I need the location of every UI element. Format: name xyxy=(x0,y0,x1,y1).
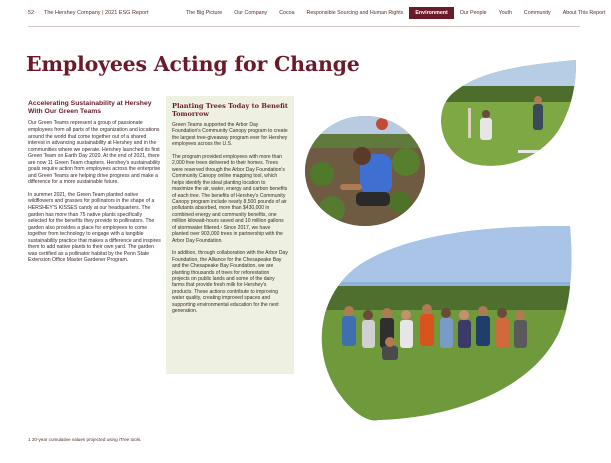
nav-community[interactable]: Community xyxy=(523,10,551,16)
nav-big-picture[interactable]: The Big Picture xyxy=(186,10,223,16)
card-paragraph-2: The program provided employees with more than 2,000 free trees delivered to their homes. Trees were reserved through the Arbor Day Foundation's Community Canopy online mapping tool, which helps identify the ideal planting location to maximize the air, water, energy and carbon benefits of each tree. The benefits of Hershey's Community Canopy program include nearly 8,500 pounds of air pollutants absorbed, more than $430,000 in combined energy and community benefits, one million kilowatt-hours saved and 10 million gallons of stormwater filtered.¹ Since 2017, we have planted over 903,000 trees in partnership with the Arbor Day Foundation. xyxy=(172,153,288,244)
nav-about-report[interactable]: About This Report xyxy=(562,10,606,16)
header-divider xyxy=(28,26,580,27)
section-nav xyxy=(180,6,611,20)
left-paragraph-1: Our Green Teams represent a group of passionate employees from all parts of the organization and locations around the world that come together out of a shared interest in advancing sustainability at Hershey and in the communities where we operate. Hershey launched its first Green Team on Earth Day 2020. At the end of 2021, there are now 11 Green Team chapters. Hershey's sustainability goals require action from employees across the enterprise and Green Teams are helping drive progress and make a difference for a more sustainable future. xyxy=(28,120,161,186)
page-title: Employees Acting for Change xyxy=(26,52,360,76)
gardener-photo xyxy=(302,114,428,228)
nav-youth[interactable]: Youth xyxy=(498,10,512,16)
footnote: 1 20-year cumulative values projected using iTree tools. xyxy=(28,437,142,442)
nav-environment[interactable]: Environment xyxy=(409,7,453,19)
card-paragraph-3: In addition, through collaboration with the Arbor Day Foundation, the Alliance for the Chesapeake Bay and the Chesapeake Bay Foundation, we are planting thousands of trees for reforestation projects on public lands and some of the dairy farms that provide fresh milk for Hershey's products. These actions contribute to improving water quality, creating improved spaces and supporting environmental education for the next generation. xyxy=(172,250,288,315)
field-leaf-photo xyxy=(438,58,578,170)
header-bar xyxy=(0,0,606,28)
left-column xyxy=(28,100,161,270)
card-paragraph-1: Green Teams supported the Arbor Day Foundation's Community Canopy program to create the largest tree-giveaway program ever for Hershey employees across the U.S. xyxy=(172,122,288,148)
page-number: 52 xyxy=(28,10,35,16)
nav-cocoa[interactable]: Cocoa xyxy=(279,10,295,16)
group-leaf-photo xyxy=(312,222,572,422)
nav-responsible-sourcing[interactable]: Responsible Sourcing and Human Rights xyxy=(306,10,404,16)
report-title: The Hershey Company | 2021 ESG Report xyxy=(44,10,149,16)
tree-planting-card xyxy=(166,96,294,374)
left-paragraph-2: In summer 2021, the Green Team planted native wildflowers and grasses for pollinators in the shape of a HERSHEY'S KISSES candy at our headquarters. The garden has more than 75 native plants specifically selected for the benefits they provide to pollinators. The garden also provides a place for employees to come together from technology to engage with a tangible sustainability practice that makes a difference and inspires them to add native plants to their own yard. The garden was certified as a pollinator habitat by the Penn State Extension Office Master Gardener Program. xyxy=(28,191,161,264)
nav-our-company[interactable]: Our Company xyxy=(234,10,268,16)
card-heading: Planting Trees Today to Benefit Tomorrow xyxy=(172,102,288,118)
nav-our-people[interactable]: Our People xyxy=(459,10,487,16)
left-heading: Accelerating Sustainability at Hershey With Our Green Teams xyxy=(28,100,152,116)
